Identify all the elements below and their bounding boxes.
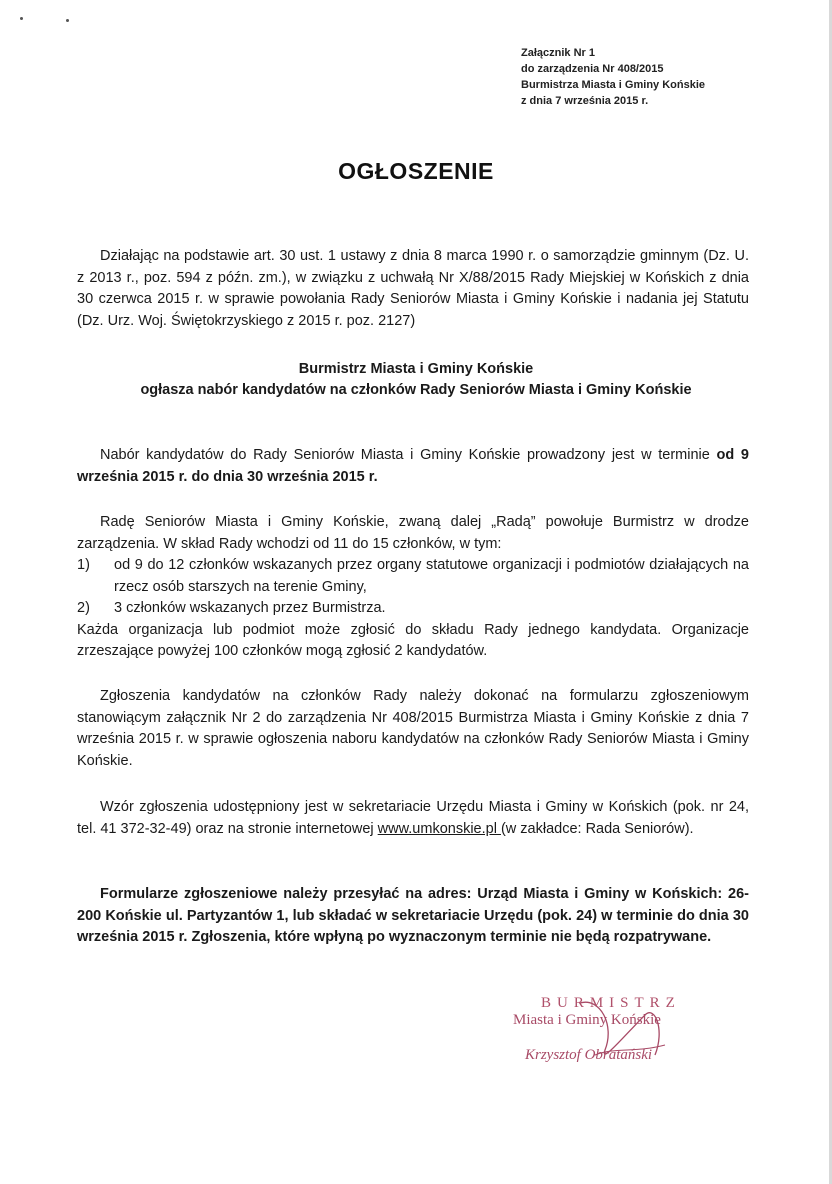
form-info-paragraph (77, 797, 749, 840)
council-section (77, 512, 749, 663)
annex-header (521, 45, 801, 109)
form-info-after: (w zakładce: Rada Seniorów). (500, 820, 694, 837)
list-text: od 9 do 12 członków wskazanych przez organy statutowe organizacji i podmiotów działających na rzecz osób starszych na terenie Gminy, (114, 557, 749, 595)
stamp-title: BURMISTRZ (541, 995, 681, 1011)
term-paragraph (77, 445, 749, 488)
council-paragraph: Radę Seniorów Miasta i Gminy Końskie, zwaną dalej „Radą” powołuje Burmistrz w drodze zarządzenia. W skład Rady wchodzi od 11 do 15 członków, w tym: (77, 514, 749, 552)
signature-stamp (505, 995, 705, 1080)
annex-line: do zarządzenia Nr 408/2015 (521, 63, 664, 75)
annex-line: z dnia 7 września 2015 r. (521, 95, 649, 107)
term-text: Nabór kandydatów do Rady Seniorów Miasta i Gminy Końskie prowadzony jest w terminie (100, 447, 717, 463)
list-item (77, 555, 749, 598)
list-item (77, 598, 749, 620)
stamp-office: Miasta i Gminy Końskie (513, 1012, 661, 1028)
scan-speck (66, 19, 69, 22)
scan-speck (20, 17, 23, 20)
list-number: 1) (77, 557, 90, 573)
list-text: 3 członków wskazanych przez Burmistrza. (114, 600, 386, 616)
council-after-paragraph: Każda organizacja lub podmiot może zgłosić do składu Rady jednego kandydata. Organizacje zrzeszające powyżej 100 członków mogą zgłosić 2 kandydatów. (77, 621, 749, 659)
annex-line: Załącznik Nr 1 (521, 47, 595, 59)
submission-paragraph: Zgłoszenia kandydatów na członków Rady należy dokonać na formularzu zgłoszeniowym stanowiącym załącznik Nr 2 do zarządzenia Nr 408/2015 Burmistrza Miasta i Gminy Końskie z dnia 7 września 2015 r. w sprawie ogłoszenia naboru kandydatów na członków Rady Seniorów Miasta i Gminy Końskie. (77, 688, 749, 769)
announcement-line-1: Burmistrz Miasta i Gminy Końskie (298, 361, 534, 377)
annex-line: Burmistrza Miasta i Gminy Końskie (521, 79, 705, 91)
website-link[interactable]: www.umkonskie.pl (377, 820, 501, 837)
intro-paragraph: Działając na podstawie art. 30 ust. 1 ustawy z dnia 8 marca 1990 r. o samorządzie gminnym (Dz. U. z 2013 r., poz. 594 z późn. zm.), w związku z uchwałą Nr X/88/2015 Rady Miejskiej w Końskich z dnia 30 czerwca 2015 r. w sprawie powołania Rady Seniorów Miasta i Gminy Końskie i nadania jej Statutu (Dz. Urz. Woj. Świętokrzyskiego z 2015 r. poz. 2127) (77, 248, 749, 329)
term-dates: od 9 września 2015 r. do dnia 30 września 2015 r. (77, 447, 749, 485)
announcement-line-2: ogłasza nabór kandydatów na członków Rady Seniorów Miasta i Gminy Końskie (140, 382, 692, 398)
stamp-name: Krzysztof Obratański (525, 1047, 653, 1063)
document-title: OGŁOSZENIE (338, 158, 494, 184)
list-number: 2) (77, 600, 90, 616)
final-paragraph: Formularze zgłoszeniowe należy przesyłać na adres: Urząd Miasta i Gminy w Końskich: 26-200 Końskie ul. Partyzantów 1, lub składać w sekretariacie Urzędu (pok. 24) w terminie do dnia 30 września 2015 r. Zgłoszenia, które wpłyną po wyznaczonym terminie nie będą rozpatrywane. (77, 886, 749, 945)
form-info-text: Wzór zgłoszenia udostępniony jest w sekretariacie Urzędu Miasta i Gminy w Końskich (pok. nr 24, tel. 41 372-32-49) oraz na stronie internetowej (77, 799, 749, 837)
